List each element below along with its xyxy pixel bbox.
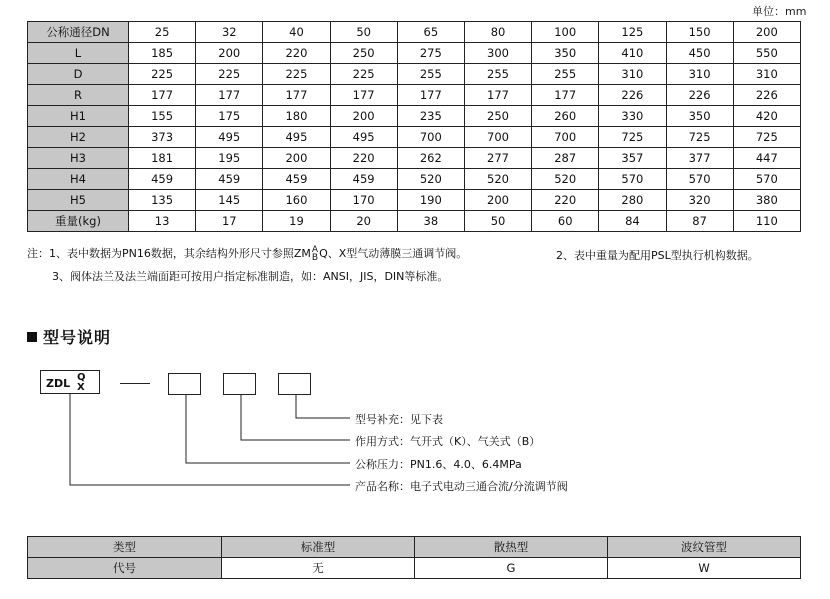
row-label: D (28, 64, 129, 85)
table-cell: 220 (532, 190, 599, 211)
leader-line-pressure (186, 395, 350, 463)
desc-product: 产品名称：电子式电动三通合流/分流调节阀 (355, 480, 568, 493)
table-cell: 380 (733, 190, 800, 211)
code-header-label: 代号 (28, 558, 222, 579)
type-cell: 波纹管型 (608, 537, 801, 558)
row-label: H2 (28, 127, 129, 148)
model-code-base: ZDL (46, 377, 71, 390)
table-cell: 520 (397, 169, 464, 190)
row-label: L (28, 43, 129, 64)
table-cell: 310 (733, 64, 800, 85)
type-cell: 标准型 (222, 537, 415, 558)
table-cell: 177 (464, 85, 531, 106)
table-cell: 100 (532, 22, 599, 43)
table-cell: 725 (599, 127, 666, 148)
table-cell: 180 (263, 106, 330, 127)
table-cell: 235 (397, 106, 464, 127)
table-cell: 38 (397, 211, 464, 232)
table-cell: 32 (196, 22, 263, 43)
code-cell: G (415, 558, 608, 579)
table-cell: 420 (733, 106, 800, 127)
unit-label: 单位：mm (752, 5, 807, 18)
table-cell: 250 (464, 106, 531, 127)
table-cell: 377 (666, 148, 733, 169)
table-cell: 225 (129, 64, 196, 85)
table-cell: 185 (129, 43, 196, 64)
table-cell: 725 (733, 127, 800, 148)
table-cell: 200 (196, 43, 263, 64)
table-cell: 275 (397, 43, 464, 64)
table-cell: 80 (464, 22, 531, 43)
note-2: 2、表中重量为配用PSL型执行机构数据。 (556, 249, 759, 262)
table-cell: 60 (532, 211, 599, 232)
table-cell: 84 (599, 211, 666, 232)
table-cell: 200 (733, 22, 800, 43)
table-cell: 260 (532, 106, 599, 127)
desc-action: 作用方式：气开式（K）、气关式（B） (355, 435, 541, 448)
table-cell: 310 (599, 64, 666, 85)
row-label: 公称通径DN (28, 22, 129, 43)
table-cell: 175 (196, 106, 263, 127)
leader-line-supplement (296, 395, 350, 418)
table-cell: 50 (464, 211, 531, 232)
row-label: R (28, 85, 129, 106)
table-cell: 410 (599, 43, 666, 64)
table-cell: 357 (599, 148, 666, 169)
table-cell: 520 (464, 169, 531, 190)
model-code-sub: X (77, 382, 85, 393)
model-code-sup: Q (77, 372, 86, 383)
table-cell: 570 (666, 169, 733, 190)
table-cell: 195 (196, 148, 263, 169)
note-1-suffix: Q、X型气动薄膜三通调节阀。 (319, 247, 468, 260)
table-cell: 280 (599, 190, 666, 211)
table-cell: 110 (733, 211, 800, 232)
note-1-frac-bottom: B (311, 253, 319, 263)
table-cell: 330 (599, 106, 666, 127)
table-cell: 50 (330, 22, 397, 43)
table-cell: 277 (464, 148, 531, 169)
table-cell: 177 (330, 85, 397, 106)
table-cell: 459 (330, 169, 397, 190)
table-cell: 125 (599, 22, 666, 43)
table-cell: 200 (263, 148, 330, 169)
table-cell: 225 (330, 64, 397, 85)
table-cell: 177 (397, 85, 464, 106)
type-table (27, 536, 801, 579)
table-cell: 65 (397, 22, 464, 43)
note-1-prefix: 注：1、表中数据为PN16数据，其余结构外形尺寸参照ZM (27, 247, 311, 260)
table-cell: 700 (532, 127, 599, 148)
table-cell: 17 (196, 211, 263, 232)
table-cell: 495 (263, 127, 330, 148)
table-cell: 520 (532, 169, 599, 190)
table-cell: 150 (666, 22, 733, 43)
table-cell: 262 (397, 148, 464, 169)
table-cell: 170 (330, 190, 397, 211)
note-1-frac-top: A (311, 245, 319, 255)
table-cell: 220 (330, 148, 397, 169)
table-cell: 160 (263, 190, 330, 211)
table-cell: 181 (129, 148, 196, 169)
section-title-text: 型号说明 (43, 328, 112, 347)
type-table-code-row (28, 558, 801, 579)
desc-supplement: 型号补充：见下表 (355, 413, 443, 426)
table-cell: 19 (263, 211, 330, 232)
table-cell: 570 (599, 169, 666, 190)
table-cell: 177 (196, 85, 263, 106)
type-table-header-row (28, 537, 801, 558)
table-cell: 459 (129, 169, 196, 190)
table-cell: 255 (464, 64, 531, 85)
table-cell: 447 (733, 148, 800, 169)
row-label: 重量(kg) (28, 211, 129, 232)
note-3: 3、阀体法兰及法兰端面距可按用户指定标准制造，如：ANSI，JIS，DIN等标准。 (52, 270, 449, 283)
table-cell: 255 (397, 64, 464, 85)
type-header-label: 类型 (28, 537, 222, 558)
table-cell: 700 (464, 127, 531, 148)
row-label: H4 (28, 169, 129, 190)
table-cell: 226 (733, 85, 800, 106)
table-cell: 225 (196, 64, 263, 85)
table-cell: 177 (129, 85, 196, 106)
table-cell: 320 (666, 190, 733, 211)
table-cell: 177 (532, 85, 599, 106)
table-cell: 459 (263, 169, 330, 190)
table-cell: 226 (599, 85, 666, 106)
row-label: H3 (28, 148, 129, 169)
table-cell: 155 (129, 106, 196, 127)
code-cell: 无 (222, 558, 415, 579)
table-cell: 145 (196, 190, 263, 211)
table-cell: 135 (129, 190, 196, 211)
table-cell: 495 (330, 127, 397, 148)
table-cell: 200 (464, 190, 531, 211)
table-cell: 177 (263, 85, 330, 106)
type-cell: 散热型 (415, 537, 608, 558)
table-cell: 310 (666, 64, 733, 85)
table-cell: 570 (733, 169, 800, 190)
table-cell: 25 (129, 22, 196, 43)
table-cell: 225 (263, 64, 330, 85)
table-cell: 190 (397, 190, 464, 211)
table-cell: 250 (330, 43, 397, 64)
table-cell: 495 (196, 127, 263, 148)
code-cell: W (608, 558, 801, 579)
table-cell: 373 (129, 127, 196, 148)
table-cell: 700 (397, 127, 464, 148)
row-label: H1 (28, 106, 129, 127)
table-cell: 550 (733, 43, 800, 64)
table-cell: 350 (532, 43, 599, 64)
table-cell: 220 (263, 43, 330, 64)
table-cell: 300 (464, 43, 531, 64)
table-cell: 459 (196, 169, 263, 190)
table-cell: 40 (263, 22, 330, 43)
table-cell: 13 (129, 211, 196, 232)
table-cell: 725 (666, 127, 733, 148)
table-cell: 226 (666, 85, 733, 106)
table-cell: 287 (532, 148, 599, 169)
table-cell: 450 (666, 43, 733, 64)
row-label: H5 (28, 190, 129, 211)
table-cell: 87 (666, 211, 733, 232)
table-cell: 255 (532, 64, 599, 85)
desc-pressure: 公称压力：PN1.6、4.0、6.4MPa (355, 458, 522, 471)
table-cell: 20 (330, 211, 397, 232)
table-cell: 350 (666, 106, 733, 127)
table-cell: 200 (330, 106, 397, 127)
